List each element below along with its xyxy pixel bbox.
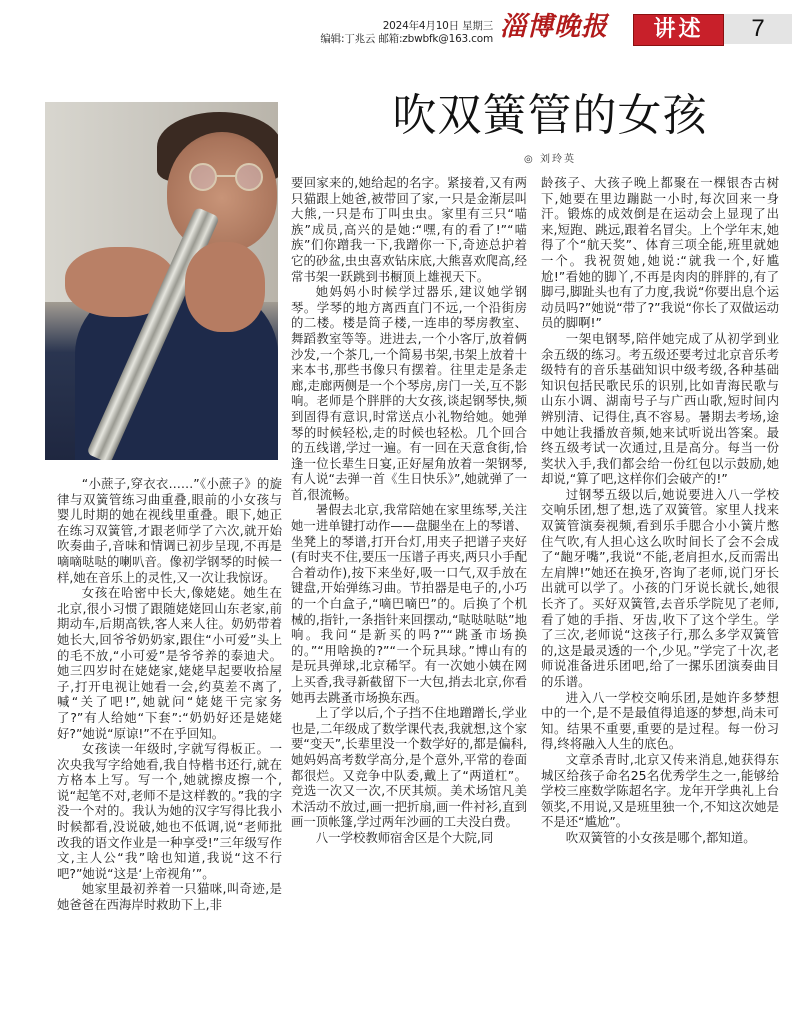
paragraph: 她家里最初养着一只猫咪,叫奇迹,是她爸爸在西海岸时救助下上,非 — [57, 881, 282, 913]
issue-date: 2024年4月10日 星期三 — [382, 20, 493, 32]
paragraph: 进入八一学校交响乐团,是她许多梦想中的一个,是不是最值得追逐的梦想,尚未可知。结果不重要,重要的是过程。每一份习得,终将融入人生的底色。 — [541, 689, 779, 752]
newspaper-logo: 淄博晚报 — [500, 12, 609, 42]
photo-figure-right-hand — [185, 242, 265, 332]
paragraph: 要回家来的,她给起的名字。紧接着,又有两只猫跟上她爸,被带回了家,一只是金渐层叫大熊,一只是布丁叫虫虫。家里有三只“喵族”成员,高兴的是她:“嘿,有的看了!”“喵族”们你蹭我一下,我蹭你一下,奇迹总护着它的砂盆,虫虫喜欢钻床底,大熊喜欢爬高,经常书架一跃跳到书橱顶上雄视天下。 — [291, 175, 527, 284]
article-column-1 — [57, 476, 282, 913]
article-column-3 — [541, 175, 779, 846]
masthead — [0, 0, 809, 52]
paragraph: 过钢琴五级以后,她说要进入八一学校交响乐团,想了想,选了双簧管。家里人找来双簧管演奏视频,看到乐手腮合小小簧片憋住气吹,有人担心这么吹时间长了会不会成了“龅牙嘴”,我说“不能,老肩担水,反而需出左肩牌!”她还在换牙,咨询了老师,说门牙长出就可以学了。小孩的门牙说长就长,她很长齐了。买好双簧管,去音乐学院见了老师,看了她的手指、牙齿,收下了这个学生。学了三次,老师说“这孩子行,那么多学双簧管的,这是最灵透的一个,少见。”学完了十次,老师说准备进乐团吧,给了一摞乐团演奏曲目的乐谱。 — [541, 486, 779, 689]
article-title: 吹双簧管的女孩 — [392, 90, 708, 141]
paragraph: 八一学校教师宿舍区是个大院,同 — [315, 829, 494, 845]
paragraph: 吹双簧管的小女孩是哪个,都知道。 — [565, 829, 756, 845]
paragraph: 暑假去北京,我常陪她在家里练琴,关注她一进单键打动作——盘腿坐在上的琴谱、坐凳上的琴谱,打开台灯,用夹子把谱子夹好(有时夹不住,要压一压谱子再夹,两只小手配合着动作),按下来坐好,吸一口气,双手放在键盘,开始弹练习曲。节拍器是电子的,小巧的一个白盒子,“嘀巴嘀巴”的。后换了个机械的,指针,一条指针来回摆动,“哒哒哒哒”地响。我问“是新买的吗?”“跳蚤市场换的。”“用啥换的?”“一个玩具球。”博山有的是玩具弹球,北京稀罕。有一次她小姨在网上买香,我寻新截留下一大包,捎去北京,你看她再去跳蚤市场换东西。 — [291, 502, 527, 705]
article-column-2 — [291, 175, 527, 846]
masthead-meta — [278, 20, 493, 46]
article-byline: ◎ 刘玲英 — [524, 154, 576, 165]
section-tag: 讲述 — [633, 14, 724, 46]
paragraph: 龄孩子、大孩子晚上都聚在一棵银杏古树下,她要在里边蹦跶一小时,每次回来一身汗。锻炼的成效倒是在运动会上显现了出来,短跑、跳远,跟着名冒尖。上个学年末,她得了个“航天奖”、体育三项全能,班里就她一个。我祝贺她,她说:“就我一个,好尴尬!”看她的脚丫,不再是肉肉的胖胖的,有了脚弓,脚趾头也有了力度,我说“你要出息个运动员吗?”她说“带了?”我说“你长了双做运动员的脚啊!” — [541, 175, 779, 331]
paragraph: 文章杀青时,北京又传来消息,她获得东城区给孩子命名25名优秀学生之一,能够给学校三座数学陈超名字。龙年开学典礼上台领奖,不用说,又是班里独一个,不知这次她是不是还“尴尬”。 — [541, 751, 779, 830]
article-photo — [45, 102, 278, 460]
paragraph: 女孩读一年级时,字就写得板正。一次央我写字给她看,我自恃楷书还行,就在方格本上写。写一个,她就擦皮擦一个,说“起笔不对,老师不是这样教的。”我的字没一个对的。我认为她的汉字写得比我小时候都看,没说破,她也不低调,说“老师批改我的语文作业是一种享受!”三年级写作文,主人公“我”啥也知道,我说“这不行吧?”她说“这是‘上帝视角’”。 — [57, 741, 282, 881]
paragraph: “小蔗子,穿衣衣……”《小蔗子》的旋律与双簧管练习曲重叠,眼前的小女孩与婴儿时期的她在视线里重叠。眼下,她正在练习双簧管,才跟老师学了六次,就开始吹奏曲子,音味和情调已初步呈现,不再是嘀嘀哒哒的喇叭音。像初学钢琴的时候一样,她在音乐上的灵性,又一次让我惊讶。 — [57, 476, 282, 585]
paragraph: 一架电钢琴,陪伴她完成了从初学到业余五级的练习。考五级还要考过北京音乐考级特有的音乐基础知识中级考级,各种基础知识包括民歌民乐的识别,比如青海民歌与山东小调、湖南号子与广西山歌,短时间内辨别清、记得住,真不容易。暑期去考场,途中她让我播放音频,她来试听说出答案。最终五级考试一次通过,且是高分。每当一份奖状入手,我们都会给一份红包以示鼓励,她却说,“算了吧,这样你们会破产的!” — [541, 330, 779, 487]
paragraph: 女孩在哈密中长大,像姥姥。她生在北京,很小习惯了跟随姥姥回山东老家,前期动车,后期高铁,客人来人往。奶奶带着她长大,回爷爷奶奶家,跟住“小可爱”头上的毛不放,“小可爱”是爷爷养的泰迪犬。她三四岁时在姥姥家,姥姥早起要收拾屋子,打开电视让她看一会,约莫差不离了,喊“关了吧!”,她就问“姥姥干完家务了?”有人给她“下套”:“奶奶好还是姥姥好?”她说“原谅!”不在乎回知。 — [57, 585, 282, 741]
paragraph: 上了学以后,个子挡不住地蹭蹭长,学业也是,二年级成了数学课代表,我就想,这个家要“变天”,长辈里没一个数学好的,都是偏科,她妈妈高考数学高分,是个意外,平常的卷面都很烂。又竞争中队委,戴上了“两道杠”。竞选一次又一次,不厌其烦。美术场馆凡美术活动不放过,画一把折扇,画一件衬衫,直到画一顶帐篷,学过两年沙画的工夫没白费。 — [291, 705, 527, 830]
paragraph: 她妈妈小时候学过器乐,建议她学钢琴。学琴的地方离西直门不远,一个沿街房的二楼。楼是筒子楼,一连串的琴房教室、舞蹈教室等等。进进去,一个小客厅,放着俩沙发,一个茶几,一个简易书架,书架上放着十来本书,那些书像只有摆着。往里走是条走廊,走廊两侧是一个个琴房,房门一关,互不影响。老师是个胖胖的大女孩,谈起钢琴快,频到固得有意识,时常送点小礼物给她。她弹琴的时候轻松,走的时候也轻松。几个回合的五线谱,学过一遍。有一回在天意食街,恰逢一位长辈生日宴,正好屋角放着一架钢琴,有人说“去弹一首《生日快乐》”,她就弹了一首,很流畅。 — [291, 284, 527, 502]
editor-contact: 编辑:丁兆云 邮箱:zbwbfk@163.com — [320, 33, 493, 45]
glasses-icon — [175, 162, 275, 192]
page-number: 7 — [724, 14, 792, 44]
